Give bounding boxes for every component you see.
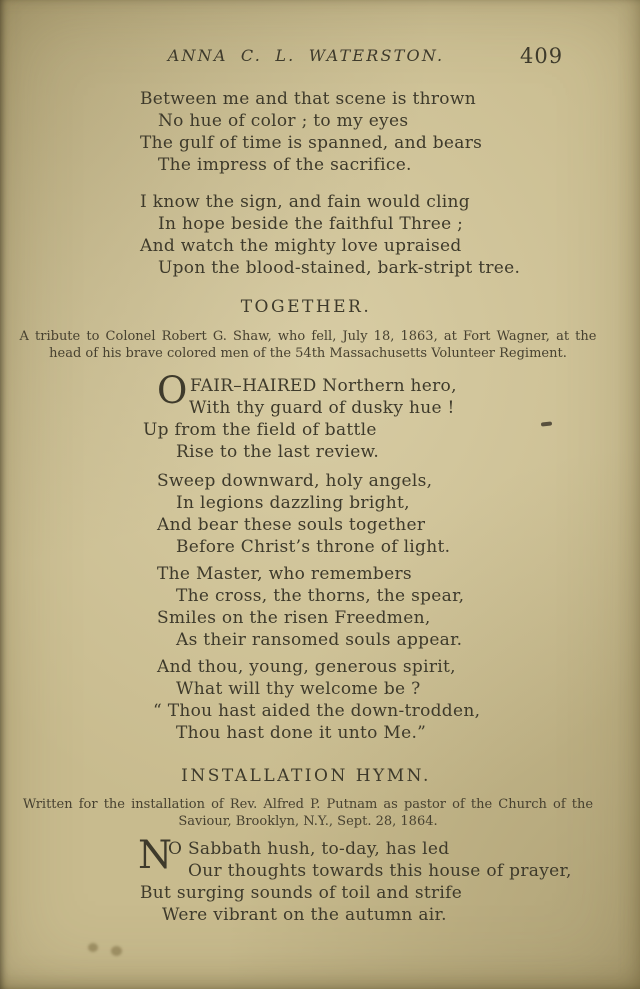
poem-line: I know the sign, and fain would cling xyxy=(140,192,470,212)
poem-stanza xyxy=(143,369,457,463)
poem-line: Rise to the last review. xyxy=(176,442,380,462)
ink-mark xyxy=(541,421,552,426)
poem-line: What will thy welcome be ? xyxy=(176,679,421,699)
poem-line: The gulf of time is spanned, and bears xyxy=(140,133,483,153)
poem-stanza xyxy=(157,470,450,558)
poem-stanza xyxy=(140,191,520,279)
note-line: Written for the installation of Rev. Alfred P. Putnam as pastor of the Church of the xyxy=(22,797,594,812)
dedication-note xyxy=(0,797,628,830)
poem-line: Sweep downward, holy angels, xyxy=(157,471,433,491)
poem-line: The impress of the sacrifice. xyxy=(158,155,412,175)
poem-line: FAIR–HAIRED Northern hero, xyxy=(190,376,457,396)
poem-line: Our thoughts towards this house of prayer, xyxy=(188,861,572,881)
poem-stanza xyxy=(138,833,572,926)
poem-line: And thou, young, generous spirit, xyxy=(157,657,456,677)
poem-stanza xyxy=(140,88,482,176)
poem-line: In legions dazzling bright, xyxy=(176,493,410,513)
poem-line: Before Christ’s throne of light. xyxy=(176,537,451,557)
poem-stanza xyxy=(157,563,464,651)
note-line: A tribute to Colonel Robert G. Shaw, who fell, July 18, 1863, at Fort Wagner, at the xyxy=(19,329,597,344)
poem-line: Upon the blood-stained, bark-stript tree. xyxy=(158,258,521,278)
poem-line: O Sabbath hush, to-day, has led xyxy=(168,839,450,859)
paper-speck xyxy=(111,946,122,956)
drop-cap-letter: O xyxy=(157,369,188,412)
poem-line: The Master, who remembers xyxy=(157,564,412,584)
poem-stanza xyxy=(153,656,481,744)
poem-line: As their ransomed souls appear. xyxy=(176,630,463,650)
note-line: head of his brave colored men of the 54th Massachusetts Volunteer Regiment. xyxy=(49,345,567,361)
poem-line: Between me and that scene is thrown xyxy=(140,89,476,109)
running-head-author: ANNA C. L. WATERSTON. xyxy=(167,46,445,65)
poem-line: Thou hast done it unto Me.” xyxy=(176,723,427,743)
poem-line: “ Thou hast aided the down-trodden, xyxy=(153,701,481,721)
dedication-note xyxy=(0,329,628,362)
page-number: 409 xyxy=(520,44,564,68)
poem-title-installation-hymn: INSTALLATION HYMN. xyxy=(181,766,431,786)
drop-cap-letter: N xyxy=(138,833,173,878)
poem-line: Smiles on the risen Freedmen, xyxy=(157,608,431,628)
poem-line: In hope beside the faithful Three ; xyxy=(158,214,464,234)
poem-line: And bear these souls together xyxy=(157,515,426,535)
paper-speck xyxy=(88,943,98,952)
poem-line: The cross, the thorns, the spear, xyxy=(176,586,465,606)
poem-line: Were vibrant on the autumn air. xyxy=(162,905,447,925)
poem-line: No hue of color ; to my eyes xyxy=(158,111,409,131)
note-line: Saviour, Brooklyn, N.Y., Sept. 28, 1864. xyxy=(178,813,438,829)
poem-line: Up from the field of battle xyxy=(143,420,377,440)
poem-line: But surging sounds of toil and strife xyxy=(140,883,463,903)
poem-line: With thy guard of dusky hue ! xyxy=(189,398,455,418)
poem-title-together: TOGETHER. xyxy=(240,297,372,317)
poem-line: And watch the mighty love upraised xyxy=(140,236,462,256)
